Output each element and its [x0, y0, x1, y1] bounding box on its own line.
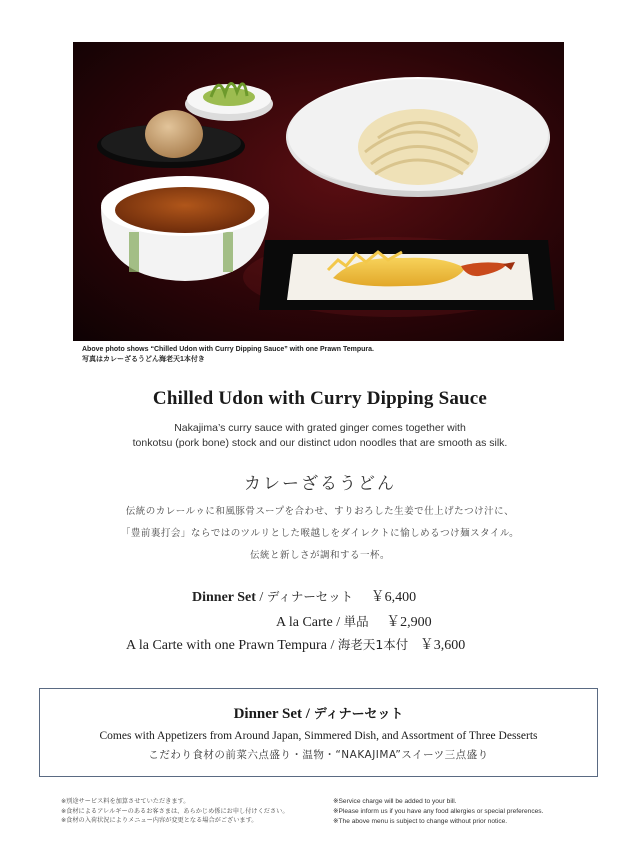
footer-note-en-3: ※The above menu is subject to change without prior notice. — [333, 817, 508, 825]
price-alacarte-value: ￥2,900 — [386, 615, 432, 630]
dish-description-ja-line1: 伝統のカレールゥに和風豚骨スープを合わせ、すりおろした生姜で仕上げたつけ汁に、 — [125, 506, 515, 517]
dish-photo — [73, 42, 564, 341]
dish-description-en-line2: tonkotsu (pork bone) stock and our distinct udon noodles that are smooth as silk. — [132, 437, 508, 449]
dinner-set-box-description-en: Comes with Appetizers from Around Japan, Simmered Dish, and Assortment of Three Desserts — [99, 730, 538, 742]
dish-description-en — [0, 421, 640, 451]
footer-note-ja-3: ※食材の入荷状況によりメニュー内容が変更となる場合がございます。 — [61, 817, 258, 824]
dinner-set-box-title — [40, 703, 597, 723]
photo-caption — [82, 345, 374, 365]
price-separator: / — [330, 638, 335, 653]
photo-caption-en: Above photo shows “Chilled Udon with Curry Dipping Sauce” with one Prawn Tempura. — [82, 346, 374, 353]
footer-note-en-2: ※Please inform us if you have any food allergies or special preferences. — [333, 807, 544, 815]
dish-title-ja: カレーざるうどん — [244, 474, 396, 494]
price-alacarte-tempura — [126, 634, 465, 654]
price-alacarte-label-en: A la Carte — [276, 615, 333, 630]
price-alacarte-tempura-label-en: A la Carte with one Prawn Tempura — [126, 638, 327, 653]
footer-note-en-1: ※Service charge will be added to your bill. — [333, 798, 457, 805]
dinner-set-box-description-ja: こだわり食材の前菜六点盛り・温物・“NAKAJIMA”スイーツ三点盛り — [148, 749, 489, 761]
price-alacarte — [276, 611, 432, 631]
dinner-set-box — [39, 688, 598, 777]
price-alacarte-tempura-label-ja: 海老天1本付 — [337, 637, 409, 652]
price-alacarte-label-ja: 単品 — [343, 614, 369, 629]
price-separator: / — [259, 590, 264, 605]
dish-description-en-line1: Nakajima’s curry sauce with grated ginger comes together with — [174, 422, 466, 434]
price-separator: / — [336, 615, 341, 630]
price-dinner-set-label-ja: ディナーセット — [266, 589, 354, 604]
price-dinner-set-value: ￥6,400 — [370, 590, 417, 605]
footer-note-ja-2: ※食材によるアレルギーのあるお客さまは、あらかじめ係にお申し付けください。 — [61, 807, 289, 815]
footer-notes-ja — [61, 797, 289, 826]
footer-notes-en — [333, 797, 543, 826]
price-dinner-set-label-en: Dinner Set — [192, 590, 256, 605]
footer-note-ja-1: ※別途サービス料を加算させていただきます。 — [61, 798, 190, 805]
photo-caption-ja: 写真はカレーざるうどん海老天1本付き — [82, 356, 205, 363]
dinner-set-box-title-ja: ディナーセット — [313, 707, 404, 722]
price-dinner-set — [192, 586, 416, 606]
dish-description-ja — [0, 501, 640, 567]
dish-description-ja-line2: 「豊前裏打会」ならではのツルリとした喉越しをダイレクトに愉しめるつけ麺スタイル。 — [120, 528, 520, 539]
price-alacarte-tempura-value: ￥3,600 — [419, 638, 466, 653]
dinner-set-box-separator: / — [305, 706, 310, 722]
dish-title-en: Chilled Udon with Curry Dipping Sauce — [152, 388, 488, 409]
dinner-set-box-title-en: Dinner Set — [233, 706, 303, 722]
dish-description-ja-line3: 伝統と新しさが調和する一杯。 — [249, 550, 390, 561]
